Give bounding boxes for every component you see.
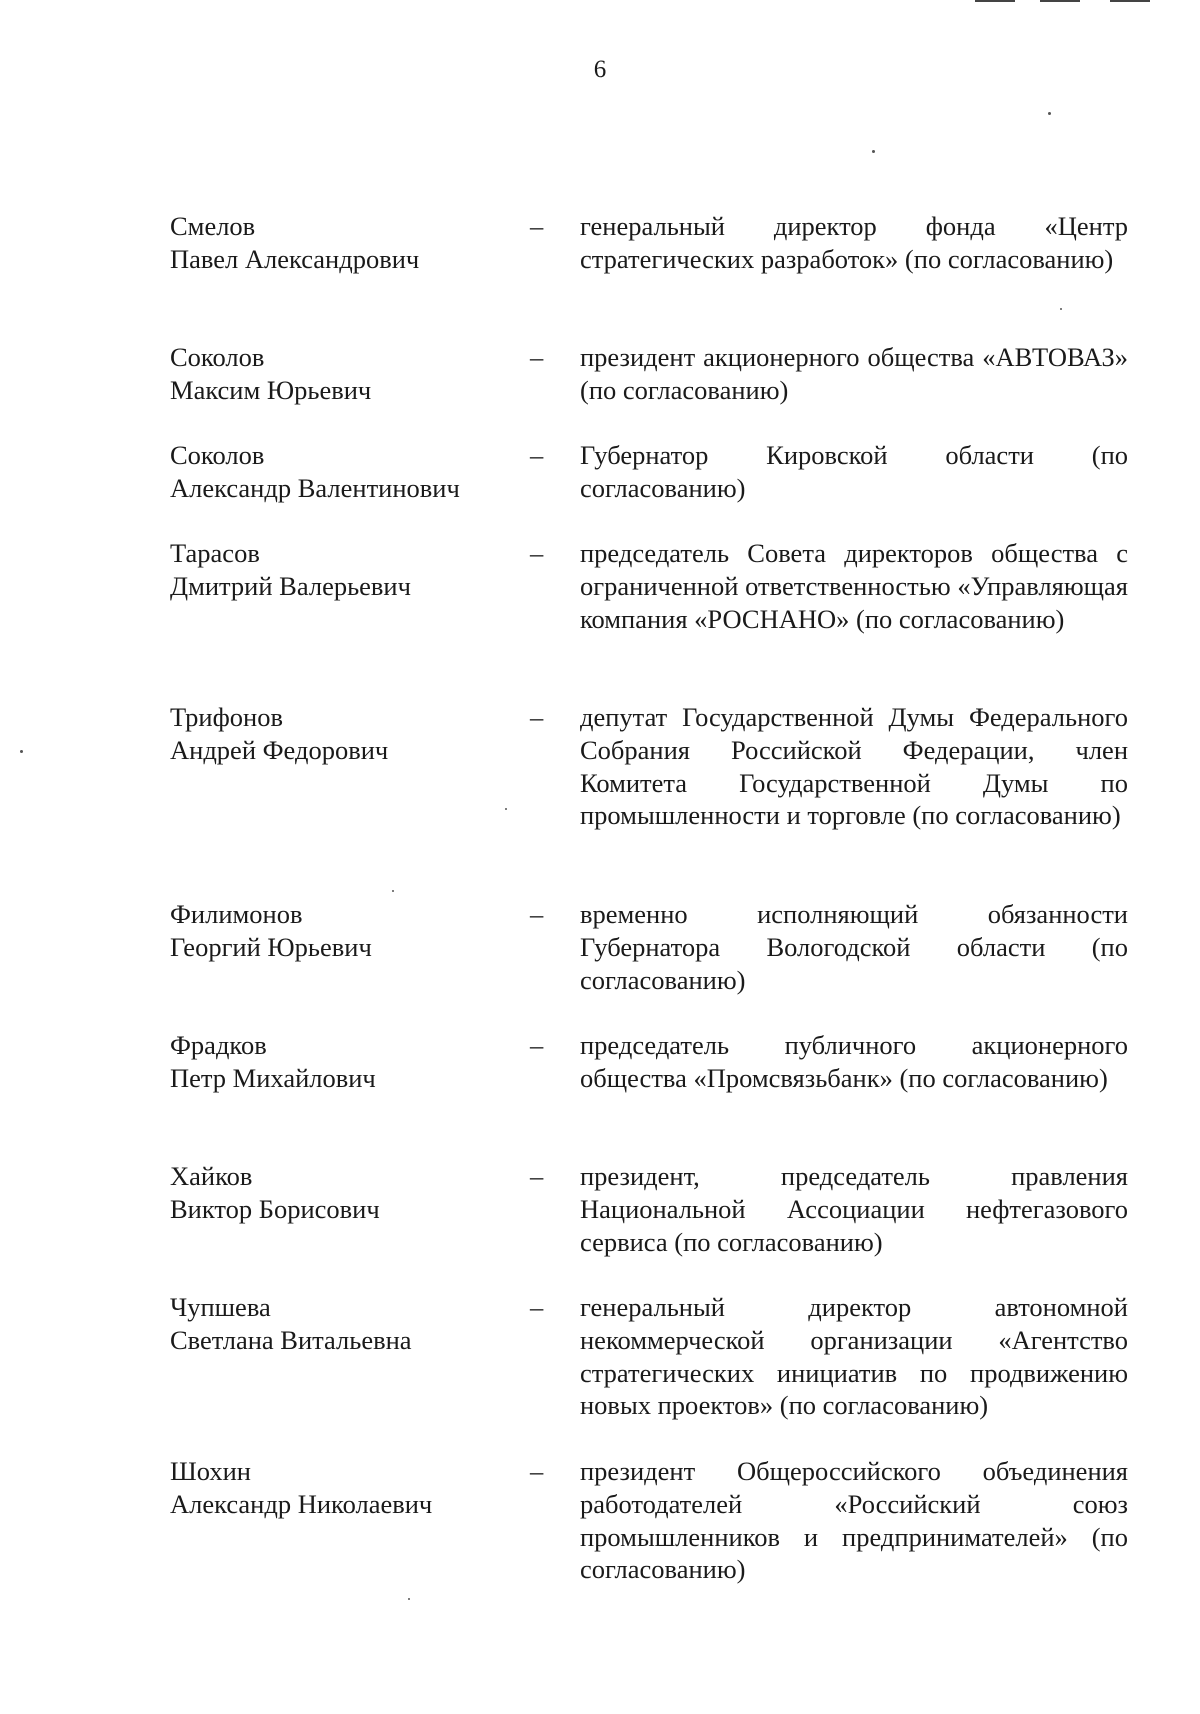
list-item — [170, 210, 1128, 276]
person-name — [170, 701, 510, 767]
given-names: Павел Александрович — [170, 243, 420, 274]
surname: Тарасов — [170, 538, 260, 568]
given-names: Дмитрий Валерьевич — [170, 570, 411, 601]
list-item — [170, 1029, 1128, 1095]
position-description: президент акционерного общества «АВТОВАЗ» (по согласованию) — [580, 342, 1128, 405]
scan-speck — [872, 150, 875, 153]
position-description: председатель Совета директоров общества с ограниченной ответственностью «Управляющая компания «РОСНАНО» (по согласованию) — [580, 538, 1128, 634]
dash: – — [530, 1456, 544, 1486]
surname: Соколов — [170, 342, 265, 372]
person-name — [170, 898, 510, 964]
position-description: президент, председатель правления Национальной Ассоциации нефтегазового сервиса (по согласованию) — [580, 1161, 1128, 1257]
list-item — [170, 1455, 1128, 1585]
given-names: Светлана Витальевна — [170, 1324, 412, 1355]
scan-speck — [20, 750, 23, 753]
given-names: Георгий Юрьевич — [170, 931, 372, 962]
list-item — [170, 537, 1128, 634]
position-description: депутат Государственной Думы Федерального Собрания Российской Федерации, член Комитета Государственной Думы по промышленности и торговле (по согласованию) — [580, 702, 1128, 831]
person-name — [170, 1455, 510, 1521]
dash: – — [530, 1030, 544, 1060]
dash: – — [530, 702, 544, 732]
dash: – — [530, 899, 544, 929]
person-name — [170, 210, 510, 276]
scan-artifact-line — [1110, 0, 1150, 2]
list-item — [170, 341, 1128, 407]
scan-speck — [408, 1598, 410, 1600]
position-description: президент Общероссийского объединения работодателей «Российский союз промышленников и предпринимателей» (по согласованию) — [580, 1456, 1128, 1585]
position-description: временно исполняющий обязанности Губернатора Вологодской области (по согласованию) — [580, 899, 1128, 995]
list-item — [170, 898, 1128, 995]
list-item — [170, 701, 1128, 831]
given-names: Александр Николаевич — [170, 1488, 433, 1519]
given-names: Петр Михайлович — [170, 1062, 376, 1093]
dash: – — [530, 211, 544, 241]
scan-artifact-line — [975, 0, 1015, 2]
given-names: Максим Юрьевич — [170, 374, 372, 405]
person-name — [170, 537, 510, 603]
scan-artifact-line — [1040, 0, 1080, 2]
page-number: 6 — [593, 56, 607, 83]
list-item — [170, 439, 1128, 505]
position-description: генеральный директор автономной некоммерческой организации «Агентство стратегических инициатив по продвижению новых проектов» (по согласованию) — [580, 1292, 1128, 1421]
dash: – — [530, 1292, 544, 1322]
scan-speck — [505, 808, 507, 810]
position-description: председатель публичного акционерного общества «Промсвязьбанк» (по согласованию) — [580, 1030, 1128, 1093]
person-name — [170, 1160, 510, 1226]
surname: Хайков — [170, 1161, 253, 1191]
given-names: Александр Валентинович — [170, 472, 460, 503]
person-name — [170, 1029, 510, 1095]
dash: – — [530, 440, 544, 470]
dash: – — [530, 538, 544, 568]
surname: Фрадков — [170, 1030, 267, 1060]
scan-speck — [392, 890, 394, 892]
given-names: Виктор Борисович — [170, 1193, 380, 1224]
person-name — [170, 439, 510, 505]
surname: Трифонов — [170, 702, 283, 732]
list-item — [170, 1291, 1128, 1421]
dash: – — [530, 1161, 544, 1191]
surname: Чупшева — [170, 1292, 271, 1322]
position-description: Губернатор Кировской области (по согласованию) — [580, 440, 1128, 503]
scan-speck — [1060, 308, 1062, 310]
scan-speck — [1048, 112, 1051, 115]
surname: Шохин — [170, 1456, 251, 1486]
given-names: Андрей Федорович — [170, 734, 389, 765]
surname: Филимонов — [170, 899, 303, 929]
position-description: генеральный директор фонда «Центр стратегических разработок» (по согласованию) — [580, 211, 1128, 274]
person-name — [170, 341, 510, 407]
person-name — [170, 1291, 510, 1357]
dash: – — [530, 342, 544, 372]
list-item — [170, 1160, 1128, 1257]
surname: Смелов — [170, 211, 256, 241]
surname: Соколов — [170, 440, 265, 470]
